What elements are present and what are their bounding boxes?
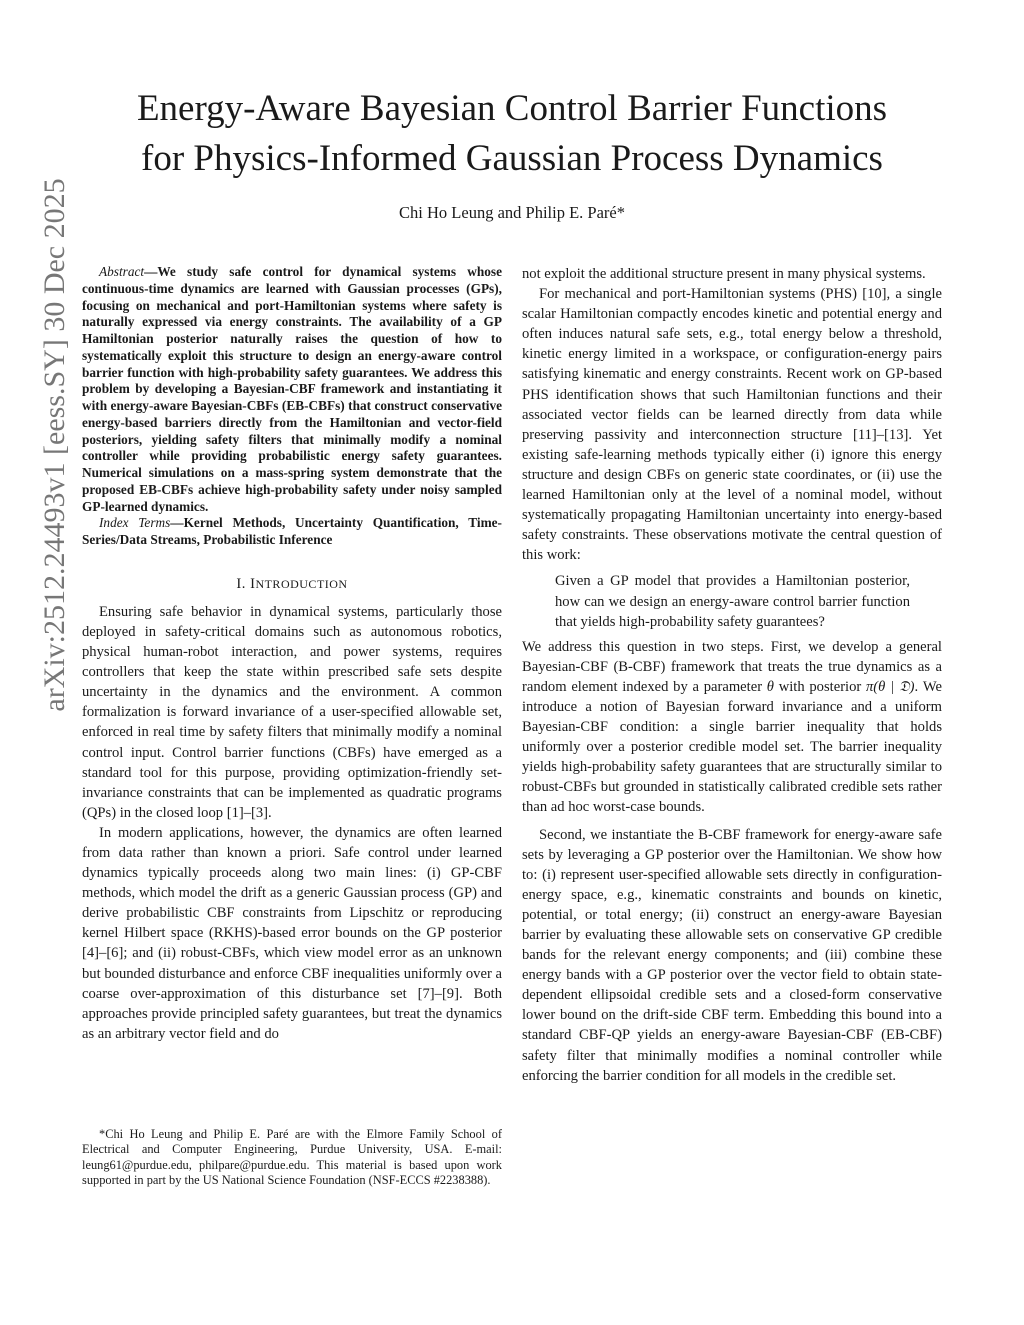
central-question-quote: Given a GP model that provides a Hamiltonian posterior, how can we design an energy-aware control barrier function that yields high-probability safety guarantees?: [555, 573, 910, 630]
paper-title: [60, 84, 964, 184]
abstract: Abstract—We study safe control for dynamical systems whose continuous-time dynamics are learned with Gaussian processes (GPs), focusing on mechanical and port-Hamiltonian systems where safety is naturally expressed via energy constraints. The availability of a GP Hamiltonian posterior naturally raises the question of how to systematically exploit this structure to design an energy-aware control barrier function with high-probability safety guarantees. We address this problem by developing a Bayesian-CBF framework and instantiating it with energy-aware Bayesian-CBFs (EB-CBFs) that construct conservative energy-based barriers directly from the Hamiltonian and vector-field posteriors, yielding safety filters that minimally modify a nominal controller while providing probabilistic energy safety guarantees. Numerical simulations on a mass-spring system demonstrate that the proposed EB-CBFs achieve high-probability safety under noisy sampled GP-learned dynamics.: [82, 264, 502, 514]
left-column: [82, 264, 502, 1044]
intro-paragraph-1: Ensuring safe behavior in dynamical systems, particularly those deployed in safety-critical domains such as autonomous robotics, physical human-robot interaction, and power systems, requires controllers that keep the state within prescribed safe sets despite uncertainty in the dynamics and the environment. A common formalization is forward invariance of a user-specified allowable set, enforced in real time by safety filters that minimally modify a nominal control input. Control barrier functions (CBFs) have emerged as a standard tool for this purpose, providing optimization-friendly set-invariance constraints that can be implemented as quadratic programs (QPs) in the closed loop [1]–[3].: [82, 603, 502, 821]
posterior-symbol: π(θ | 𝔇): [866, 678, 915, 695]
theta-symbol: θ: [766, 678, 774, 695]
section-title-initial: I: [250, 575, 256, 592]
index-terms-label: Index Terms: [99, 515, 171, 531]
paragraph-text-c: . We introduce a notion of Bayesian forward invariance and a uniform Bayesian-CBF condition: a single barrier inequality that holds uniformly over a posterior credible model set. The barrier inequality yields high-probability safety guarantees that are structurally similar to robust-CBFs but grounded in statistically calibrated credible sets rather than ad hoc worst-case bounds.: [522, 678, 942, 816]
section-numeral: I.: [236, 575, 246, 592]
abstract-text: We study safe control for dynamical systems whose continuous-time dynamics are learned with Gaussian processes (GPs), focusing on mechanical and port-Hamiltonian systems where safety is naturally expressed via energy constraints. The availability of a GP Hamiltonian posterior naturally raises the question of how to systematically exploit this structure to design an energy-aware control barrier function with high-probability safety guarantees. We address this problem by developing a Bayesian-CBF framework and instantiating it with energy-aware Bayesian-CBFs (EB-CBFs) that construct conservative energy-based barriers directly from the Hamiltonian and vector-field posteriors, yielding safety filters that minimally modify a nominal controller while providing probabilistic energy safety guarantees. Numerical simulations on a mass-spring system demonstrate that the proposed EB-CBFs achieve high-probability safety under noisy sampled GP-learned dynamics.: [82, 264, 502, 514]
index-terms: Index Terms—Kernel Methods, Uncertainty Quantification, Time-Series/Data Streams, Probabilistic Inference: [82, 515, 502, 547]
footnote-text: *Chi Ho Leung and Philip E. Paré are with the Elmore Family School of Electrical and Computer Engineering, Purdue University, USA. E-mail: leung61@purdue.edu, philpare@purdue.edu. This material is based upon work supported in part by the US National Science Foundation (NSF-ECCS #2238388).: [82, 1127, 502, 1188]
index-terms-text: Kernel Methods, Uncertainty Quantification, Time-Series/Data Streams, Probabilistic Inference: [82, 515, 502, 547]
right-column: [522, 264, 942, 1086]
intro-paragraph-5: Second, we instantiate the B-CBF framework for energy-aware safe sets by leveraging a GP posterior over the Hamiltonian. We show how to: (i) represent user-specified allowable sets directly in configuration-energy space, e.g., kinematic constraints and bounds on kinetic, potential, or total energy; (ii) construct an energy-aware Bayesian barrier by evaluating these allowable sets on conservative GP credible bands for the relevant energy components; and (iii) combine these energy bands with a GP posterior over the vector field to obtain state-dependent ellipsoidal credible sets and a closed-form conservative lower bound on the drift-side CBF term. Embedding this bound into a standard CBF-QP yields an energy-aware Bayesian-CBF (EB-CBF) safety filter that minimally modifies a nominal controller while enforcing the barrier condition for all models in the credible set.: [522, 826, 942, 1084]
continued-paragraph: not exploit the additional structure present in many physical systems.: [522, 266, 926, 282]
title-line-2: for Physics-Informed Gaussian Process Dynamics: [141, 138, 883, 179]
paragraph-text-a: We address this question in two steps. First, we develop a general Bayesian-CBF (B-CBF) framework that treats the true dynamics as a random element indexed by a parameter: [522, 638, 942, 695]
footnote: [82, 1127, 502, 1189]
section-heading-introduction: [82, 574, 502, 594]
paragraph-text-b: with posterior: [773, 678, 866, 695]
intro-paragraph-2: In modern applications, however, the dynamics are often learned from data rather than known a priori. Safe control under learned dynamics typically proceeds along two main lines: (i) GP-CBF methods, which model the drift as a generic Gaussian process (GP) and derive probabilistic CBF constraints from Lipschitz or reproducing kernel Hilbert space (RKHS)-based error bounds on the GP posterior [4]–[6]; and (ii) robust-CBFs, which view model error as an unknown but bounded disturbance and enforce CBF inequalities uniformly over a coarse over-approximation of this disturbance set [7]–[9]. Both approaches provide principled safety guarantees, but treat the dynamics as an arbitrary vector field and do: [82, 824, 502, 1042]
intro-paragraph-3: For mechanical and port-Hamiltonian systems (PHS) [10], a single scalar Hamiltonian compactly encodes kinetic and potential energy and often induces natural safe sets, e.g., total energy below a threshold, kinetic energy limited in a workspace, or configuration-energy pairs satisfying kinematic and energy constraints. Recent work on GP-based PHS identification shows that such Hamiltonian functions and their associated vector fields can be learned directly from data while preserving passivity and interconnection structure [11]–[13]. Yet existing safe-learning methods typically either (i) ignore this energy structure and design CBFs on generic state coordinates, or (ii) use the learned Hamiltonian only at the level of a nominal model, without systematically propagating Hamiltonian uncertainty into energy-based safety constraints. These observations motivate the central question of this work:: [522, 286, 942, 564]
title-line-1: Energy-Aware Bayesian Control Barrier Functions: [136, 88, 888, 129]
arxiv-identifier-stamp: arXiv:2512.24493v1 [eess.SY] 30 Dec 2025: [38, 178, 71, 712]
section-title-rest: NTRODUCTION: [255, 576, 348, 591]
abstract-label: Abstract: [99, 264, 145, 279]
author-list: Chi Ho Leung and Philip E. Paré*: [399, 203, 625, 222]
intro-paragraph-4: [522, 637, 942, 818]
